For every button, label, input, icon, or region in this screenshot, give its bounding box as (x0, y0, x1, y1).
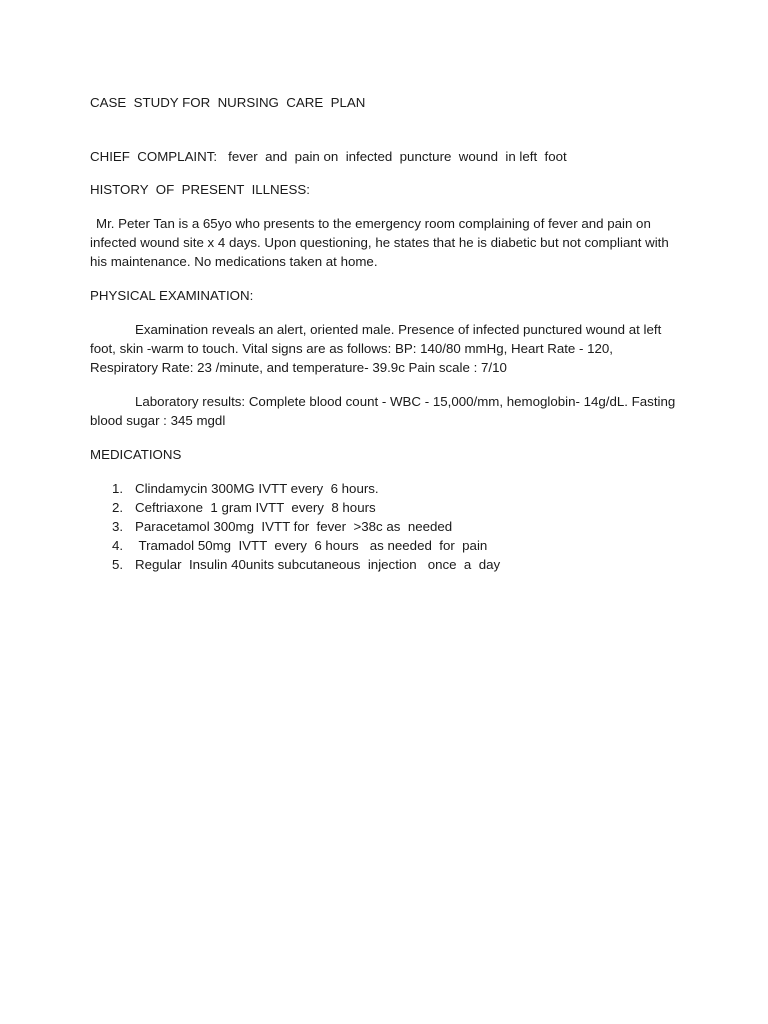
medication-item (90, 479, 680, 498)
physical-exam-paragraph: Examination reveals an alert, oriented male. Presence of infected punctured wound at left foot, skin -warm to touch. Vital signs are as follows: BP: 140/80 mmHg, Heart Rate - 120, Respiratory Rate: 23 /minute, and temperature- 39.9c Pain scale : 7/10 (90, 322, 662, 375)
medication-number: 1. (112, 481, 124, 496)
hpi-paragraph: Mr. Peter Tan is a 65yo who presents to the emergency room complaining of fever and pain on infected wound site x 4 days. Upon questioning, he states that he is diabetic but not compliant with his maintenance. No medications taken at home. (90, 216, 669, 269)
lab-results-paragraph: Laboratory results: Complete blood count - WBC - 15,000/mm, hemoglobin- 14g/dL. Fasting blood sugar : 345 mgdl (90, 394, 676, 428)
medications-heading: MEDICATIONS (90, 447, 182, 462)
physical-exam-heading: PHYSICAL EXAMINATION: (90, 288, 254, 303)
medication-item (90, 555, 680, 574)
hpi-heading: HISTORY OF PRESENT ILLNESS: (90, 182, 310, 197)
medication-text: Regular Insulin 40units subcutaneous injection once a day (135, 557, 501, 572)
medication-number: 5. (112, 557, 124, 572)
medication-item (90, 536, 680, 555)
page-title: CASE STUDY FOR NURSING CARE PLAN (90, 95, 366, 110)
medication-list (90, 479, 680, 574)
medication-number: 2. (112, 500, 124, 515)
chief-complaint: CHIEF COMPLAINT: fever and pain on infected puncture wound in left foot (90, 149, 567, 164)
medication-item (90, 517, 680, 536)
medication-number: 3. (112, 519, 124, 534)
medication-text: Ceftriaxone 1 gram IVTT every 8 hours (135, 500, 376, 515)
medication-text: Tramadol 50mg IVTT every 6 hours as needed for pain (135, 538, 488, 553)
medication-text: Paracetamol 300mg IVTT for fever >38c as needed (135, 519, 453, 534)
medication-text: Clindamycin 300MG IVTT every 6 hours. (135, 481, 379, 496)
medication-item (90, 498, 680, 517)
medication-number: 4. (112, 538, 124, 553)
